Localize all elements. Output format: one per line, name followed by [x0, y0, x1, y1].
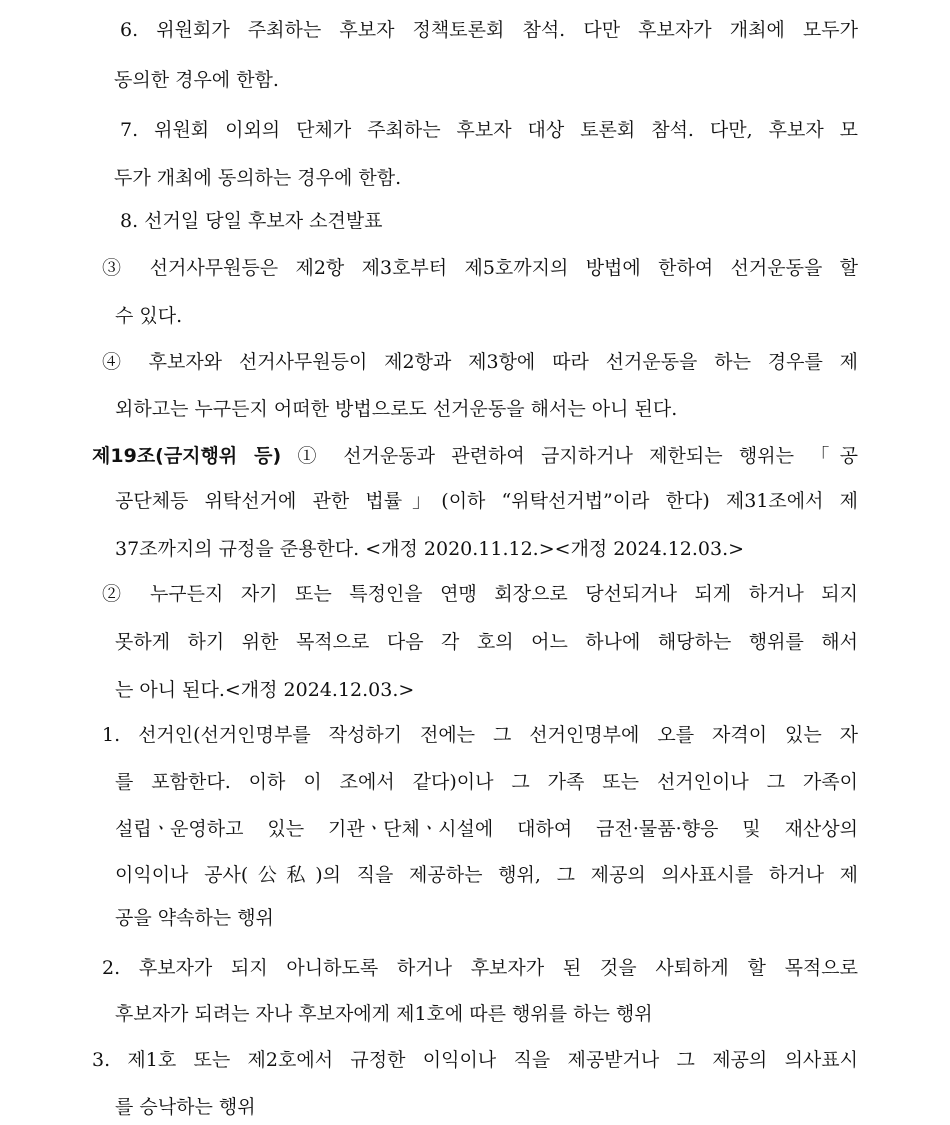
- article-19-item-1-line-2: 를 포함한다. 이하 이 조에서 같다)이나 그 가족 또는 선거인이나 그 가족이: [115, 771, 858, 793]
- article-19-item-1-line-1: 1. 선거인(선거인명부를 작성하기 전에는 그 선거인명부에 오를 자격이 있는 자: [102, 724, 858, 746]
- article-19-line-2: 공단체등 위탁선거에 관한 법률」(이하 “위탁선거법”이라 한다) 제31조에서 제: [115, 490, 858, 512]
- article-19-item-1-line-5: 공을 약속하는 행위: [115, 907, 274, 929]
- para-4-line-1: ④ 후보자와 선거사무원등이 제2항과 제3항에 따라 선거운동을 하는 경우를 제: [102, 351, 858, 373]
- item-7-line-1: 7. 위원회 이외의 단체가 주최하는 후보자 대상 토론회 참석. 다만, 후보자 모: [120, 119, 858, 141]
- article-19-para-2-line-1: ② 누구든지 자기 또는 특정인을 연맹 회장으로 당선되거나 되게 하거나 되지: [102, 583, 858, 605]
- item-6-line-1: 6. 위원회가 주최하는 후보자 정책토론회 참석. 다만 후보자가 개최에 모두가: [120, 19, 858, 41]
- para-4-line-2: 외하고는 누구든지 어떠한 방법으로도 선거운동을 해서는 아니 된다.: [115, 398, 678, 420]
- article-19-item-2-line-1: 2. 후보자가 되지 아니하도록 하거나 후보자가 된 것을 사퇴하게 할 목적으로: [102, 957, 858, 979]
- article-19-line-3: 37조까지의 규정을 준용한다. <개정 2020.11.12.><개정 2024.12.03.>: [115, 538, 745, 560]
- article-19-line-1: [0, 443, 950, 469]
- para-3-line-1: ③ 선거사무원등은 제2항 제3호부터 제5호까지의 방법에 한하여 선거운동을 할: [102, 257, 859, 279]
- item-8-line-1: 8. 선거일 당일 후보자 소견발표: [120, 210, 383, 232]
- article-19-item-1-line-4: 이익이나 공사(公私)의 직을 제공하는 행위, 그 제공의 의사표시를 하거나 제: [115, 864, 858, 886]
- article-19-item-3-line-2: 를 승낙하는 행위: [115, 1096, 256, 1118]
- article-19-item-3-line-1: 3. 제1호 또는 제2호에서 규정한 이익이나 직을 제공받거나 그 제공의 의사표시: [92, 1049, 858, 1071]
- item-6-line-2: 동의한 경우에 한함.: [114, 69, 279, 91]
- article-19-para-2-line-2: 못하게 하기 위한 목적으로 다음 각 호의 어느 하나에 해당하는 행위를 해서: [115, 631, 858, 653]
- article-19-item-1-line-3: 설립ㆍ운영하고 있는 기관ㆍ단체ㆍ시설에 대하여 금전·물품·향응 및 재산상의: [115, 818, 858, 840]
- para-3-line-2: 수 있다.: [115, 305, 183, 327]
- article-19-para-2-line-3: 는 아니 된다.<개정 2024.12.03.>: [115, 679, 415, 701]
- article-19-heading: 제19조(금지행위 등): [92, 445, 282, 467]
- article-19-item-2-line-2: 후보자가 되려는 자나 후보자에게 제1호에 따른 행위를 하는 행위: [115, 1003, 653, 1025]
- article-19-para-1-text: ① 선거운동과 관련하여 금지하거나 제한되는 행위는 「공: [297, 445, 858, 467]
- item-7-line-2: 두가 개최에 동의하는 경우에 한함.: [114, 167, 402, 189]
